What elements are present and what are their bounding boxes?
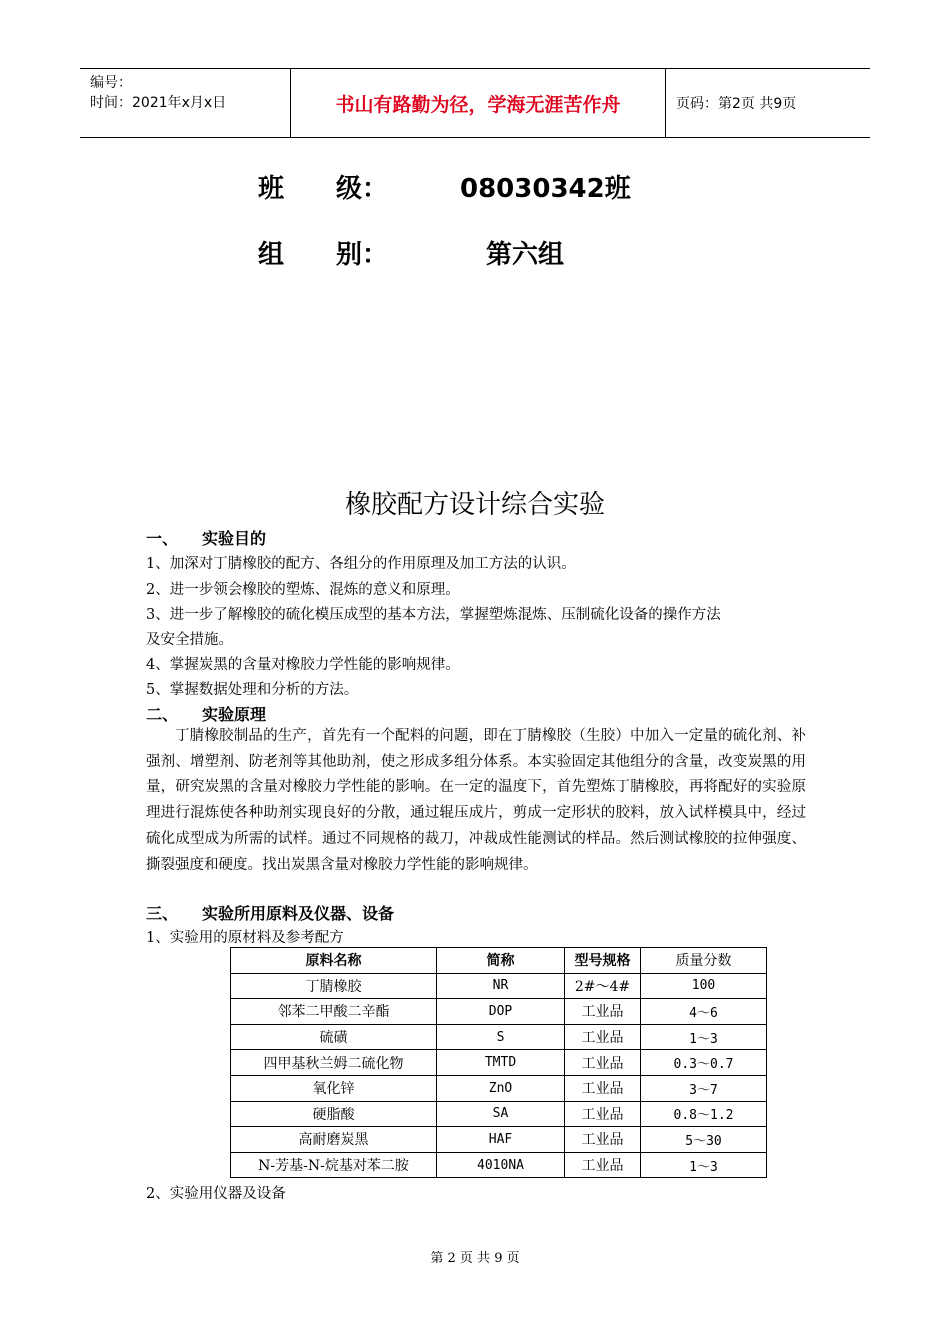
group-label: 组 别： — [258, 240, 389, 270]
group-value: 第六组 — [486, 240, 565, 270]
objective-item: 3、进一步了解橡胶的硫化模压成型的基本方法，掌握塑炼混炼、压制硫化设备的操作方法 — [146, 607, 721, 623]
table-row — [231, 1024, 767, 1050]
materials-table — [230, 947, 767, 1178]
table-cell: 1～3 — [641, 1024, 767, 1050]
table-cell: 高耐磨炭黑 — [231, 1127, 437, 1153]
table-cell: 2#～4# — [565, 973, 641, 999]
objective-item: 及安全措施。 — [146, 632, 233, 648]
table-cell: ZnO — [437, 1075, 565, 1101]
section-heading-materials — [146, 901, 394, 924]
objective-item: 5、掌握数据处理和分析的方法。 — [146, 682, 359, 698]
header-meta — [80, 69, 290, 137]
table-cell: S — [437, 1024, 565, 1050]
table-row — [231, 999, 767, 1025]
table-cell: 工业品 — [565, 1101, 641, 1127]
table-cell: HAF — [437, 1127, 565, 1153]
section-heading-objectives — [146, 526, 266, 549]
header-motto: 书山有路勤为径，学海无涯苦作舟 — [290, 69, 666, 137]
objective-item: 4、掌握炭黑的含量对橡胶力学性能的影响规律。 — [146, 657, 460, 673]
table-cell: N-芳基-N-烷基对苯二胺 — [231, 1152, 437, 1178]
table-cell: NR — [437, 973, 565, 999]
table-cell: 0.3～0.7 — [641, 1050, 767, 1076]
table-cell: 工业品 — [565, 1127, 641, 1153]
section-title: 实验原理 — [202, 705, 267, 724]
document-title: 橡胶配方设计综合实验 — [344, 490, 605, 520]
table-cell: 0.8～1.2 — [641, 1101, 767, 1127]
table-cell: TMTD — [437, 1050, 565, 1076]
class-label: 班 级： — [258, 174, 389, 204]
table-cell: 工业品 — [565, 1024, 641, 1050]
table-cell: 工业品 — [565, 1075, 641, 1101]
table-cell: 5～30 — [641, 1127, 767, 1153]
table-header-row — [231, 948, 767, 974]
table-row — [231, 1101, 767, 1127]
table-header-cell: 原料名称 — [231, 948, 437, 974]
section-title: 实验所用原料及仪器、设备 — [202, 904, 395, 923]
header-page-info: 页码：第2页 共9页 — [676, 96, 797, 112]
table-cell: 100 — [641, 973, 767, 999]
table-cell: SA — [437, 1101, 565, 1127]
table-cell: 3～7 — [641, 1075, 767, 1101]
table-cell: 工业品 — [565, 999, 641, 1025]
table-header-cell: 型号规格 — [565, 948, 641, 974]
table-row — [231, 1050, 767, 1076]
table-header-cell: 简称 — [437, 948, 565, 974]
table-row — [231, 1075, 767, 1101]
table-header-cell: 质量分数 — [641, 948, 767, 974]
table-cell: 硫磺 — [231, 1024, 437, 1050]
section-number: 三、 — [146, 904, 179, 923]
document-number: 编号： — [90, 75, 132, 91]
table-cell: 硬脂酸 — [231, 1101, 437, 1127]
table-cell: 丁腈橡胶 — [231, 973, 437, 999]
class-value: 08030342班 — [460, 174, 631, 204]
section-number: 一、 — [146, 529, 179, 548]
objective-item: 2、进一步领会橡胶的塑炼、混炼的意义和原理。 — [146, 582, 460, 598]
table-cell: 4～6 — [641, 999, 767, 1025]
objective-item: 1、加深对丁腈橡胶的配方、各组分的作用原理及加工方法的认识。 — [146, 556, 576, 572]
page-header — [80, 68, 870, 138]
principle-paragraph: 丁腈橡胶制品的生产，首先有一个配料的问题，即在丁腈橡胶（生胶）中加入一定量的硫化剂、补强剂、增塑剂、防老剂等其他助剂，使之形成多组分体系。本实验固定其他组分的含量，改变炭黑的用量，研究炭黑的含量对橡胶力学性能的影响。在一定的温度下，首先塑炼丁腈橡胶，再将配好的实验原理进行混炼使各种助剂实现良好的分散，通过辊压成片，剪成一定形状的胶料，放入试样模具中，经过硫化成型成为所需的试样。通过不同规格的裁刀，冲裁成性能测试的样品。然后测试橡胶的拉伸强度、撕裂强度和硬度。找出炭黑含量对橡胶力学性能的影响规律。 — [146, 728, 806, 873]
page-footer: 第 2 页 共 9 页 — [430, 1251, 520, 1266]
section-number: 二、 — [146, 705, 179, 724]
table-cell: 工业品 — [565, 1152, 641, 1178]
table-cell: 四甲基秋兰姆二硫化物 — [231, 1050, 437, 1076]
table-cell: 氧化锌 — [231, 1075, 437, 1101]
table-row — [231, 1127, 767, 1153]
section-title: 实验目的 — [202, 529, 267, 548]
table-row — [231, 1152, 767, 1178]
table-cell: 4010NA — [437, 1152, 565, 1178]
table-cell: 邻苯二甲酸二辛酯 — [231, 999, 437, 1025]
table-row — [231, 973, 767, 999]
table-cell: DOP — [437, 999, 565, 1025]
table-cell: 工业品 — [565, 1050, 641, 1076]
materials-caption: 1、实验用的原材料及参考配方 — [146, 930, 344, 946]
table-cell: 1～3 — [641, 1152, 767, 1178]
equipment-caption: 2、实验用仪器及设备 — [146, 1186, 286, 1202]
document-date: 时间：2021年x月x日 — [90, 95, 227, 111]
section-heading-principle — [146, 702, 266, 725]
